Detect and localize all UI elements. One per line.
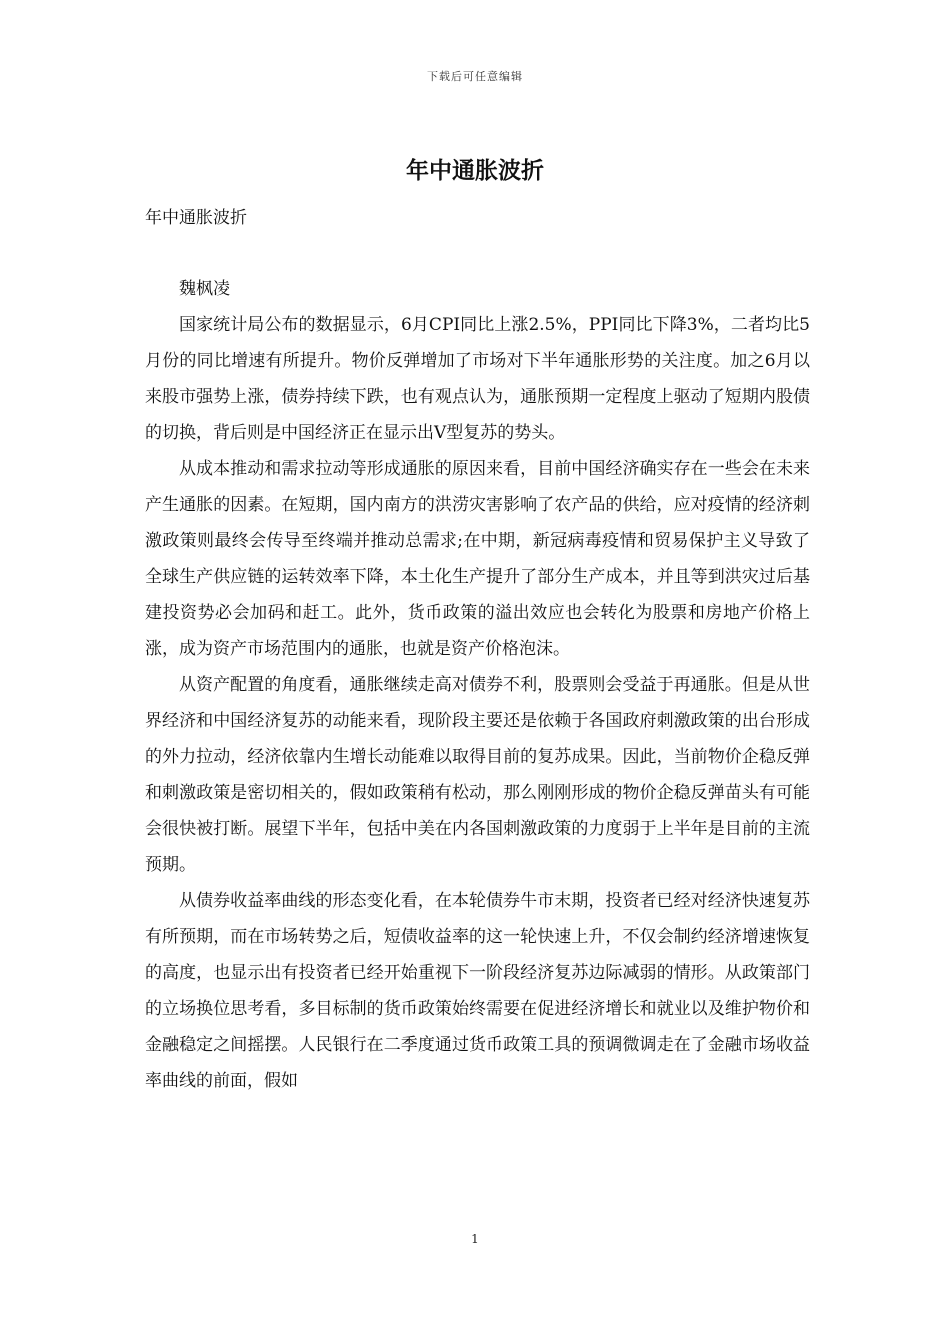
paragraph-2: 从成本推动和需求拉动等形成通胀的原因来看，目前中国经济确实存在一些会在未来产生通胀的因素。在短期，国内南方的洪涝灾害影响了农产品的供给，应对疫情的经济刺激政策则最终会传导至终端并推动总需求;在中期，新冠病毒疫情和贸易保护主义导致了全球生产供应链的运转效率下降，本土化生产提升了部分生产成本，并且等到洪灾过后基建投资势必会加码和赶工。此外，货币政策的溢出效应也会转化为股票和房地产价格上涨，成为资产市场范围内的通胀，也就是资产价格泡沫。: [145, 459, 810, 659]
page-number: 1: [471, 1232, 479, 1246]
author-name: 魏枫凌: [179, 279, 230, 299]
header-note: 下载后可任意编辑: [427, 70, 523, 83]
paragraph-3: 从资产配置的角度看，通胀继续走高对债券不利，股票则会受益于再通胀。但是从世界经济和中国经济复苏的动能来看，现阶段主要还是依赖于各国政府刺激政策的出台形成的外力拉动，经济依靠内生增长动能难以取得目前的复苏成果。因此，当前物价企稳反弹和刺激政策是密切相关的，假如政策稍有松动，那么刚刚形成的物价企稳反弹苗头有可能会很快被打断。展望下半年，包括中美在内各国刺激政策的力度弱于上半年是目前的主流预期。: [145, 675, 810, 875]
document-subtitle: 年中通胀波折: [145, 208, 247, 228]
document-body: [145, 200, 810, 1099]
paragraph-1: 国家统计局公布的数据显示，6月CPI同比上涨2.5%，PPI同比下降3%，二者均比5月份的同比增速有所提升。物价反弹增加了市场对下半年通胀形势的关注度。加之6月以来股市强势上涨，债券持续下跌，也有观点认为，通胀预期一定程度上驱动了短期内股债的切换，背后则是中国经济正在显示出V型复苏的势头。: [145, 315, 810, 443]
paragraph-4: 从债券收益率曲线的形态变化看，在本轮债券牛市末期，投资者已经对经济快速复苏有所预期，而在市场转势之后，短债收益率的这一轮快速上升，不仅会制约经济增速恢复的高度，也显示出有投资者已经开始重视下一阶段经济复苏边际减弱的情形。从政策部门的立场换位思考看，多目标制的货币政策始终需要在促进经济增长和就业以及维护物价和金融稳定之间摇摆。人民银行在二季度通过货币政策工具的预调微调走在了金融市场收益率曲线的前面，假如: [145, 891, 810, 1091]
document-title: 年中通胀波折: [406, 158, 544, 184]
